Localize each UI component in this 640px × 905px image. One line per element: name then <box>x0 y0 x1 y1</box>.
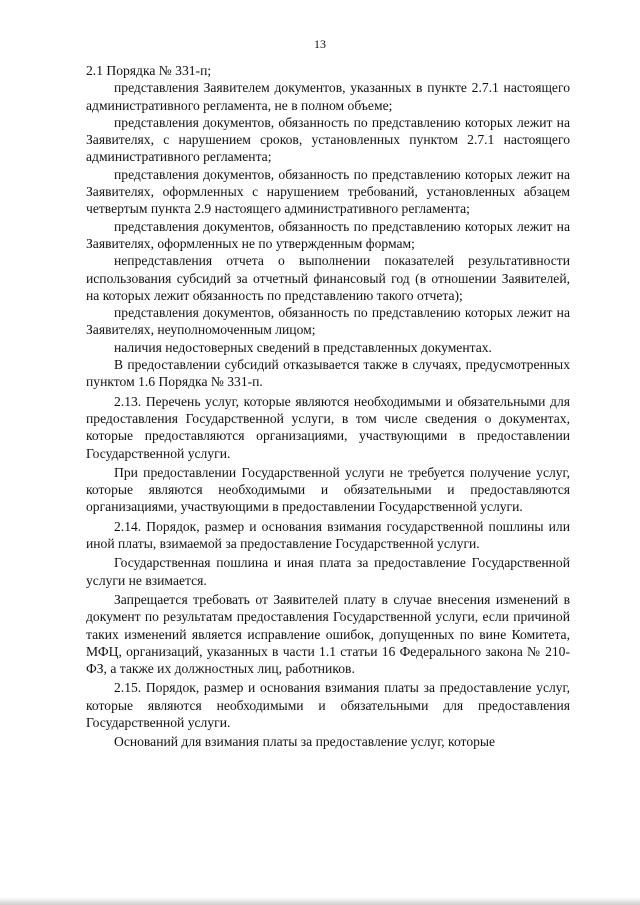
paragraph: представления документов, обязанность по представлению которых лежит на Заявителях, оформленных не по утвержденным формам; <box>86 218 570 251</box>
paragraph: представления документов, обязанность по представлению которых лежит на Заявителях, оформленных с нарушением требований, установленных абзацем четвертым пункта 2.9 настоящего административного регламента; <box>86 166 570 217</box>
section-heading: 2.13. Перечень услуг, которые являются необходимыми и обязательными для предоставления Государственной услуги, в том числе сведения о документах, которые предоставляются организациями, участвующими в предоставлении Государственной услуги. <box>86 393 570 461</box>
paragraph: непредставления отчета о выполнении показателей результативности использования субсидий за отчетный финансовый год (в отношении Заявителей, на которых лежит обязанность по представлению такого отчета); <box>86 253 570 303</box>
section-heading: 2.15. Порядок, размер и основания взимания платы за предоставление услуг, которые являются необходимыми и обязательными для предоставления Государственной услуги. <box>86 680 570 730</box>
paragraph: наличия недостоверных сведений в представленных документах. <box>114 339 492 355</box>
paragraph: 2.1 Порядка № 331-п; <box>86 63 212 78</box>
paragraph: представления документов, обязанность по представлению которых лежит на Заявителях, с нарушением сроков, установленных пунктом 2.7.1 настоящего административного регламента; <box>86 114 570 165</box>
paragraph: Запрещается требовать от Заявителей плату в случае внесения изменений в документ по результатам предоставления Государственной услуги, если причиной таких изменений является исправление ошибок, допущенных по вине Комитета, МФЦ, организаций, указанных в части 1.1 статьи 16 Федерального закона № 210-ФЗ, а также их должностных лиц, работников. <box>86 591 570 677</box>
page-number: 13 <box>314 37 326 51</box>
paragraph: При предоставлении Государственной услуги не требуется получение услуг, которые являются необходимыми и обязательными и предоставляются организациями, участвующими в предоставлении Государственной услуги. <box>86 464 570 515</box>
paragraph: Государственная пошлина и иная плата за предоставление Государственной услуги не взимается. <box>86 555 570 588</box>
paragraph: Оснований для взимания платы за предоставление услуг, которые <box>114 734 496 750</box>
scan-edge <box>0 897 640 905</box>
paragraph: В предоставлении субсидий отказывается также в случаях, предусмотренных пунктом 1.6 Порядка № 331-п. <box>86 357 570 390</box>
body-text <box>86 62 570 751</box>
paragraph: представления Заявителем документов, указанных в пункте 2.7.1 настоящего административного регламента, не в полном объеме; <box>86 80 570 113</box>
section-heading: 2.14. Порядок, размер и основания взимания государственной пошлины или иной платы, взимаемой за предоставление Государственной услуги. <box>86 518 570 552</box>
paragraph: представления документов, обязанность по представлению которых лежит на Заявителях, неуполномоченным лицом; <box>86 305 570 338</box>
